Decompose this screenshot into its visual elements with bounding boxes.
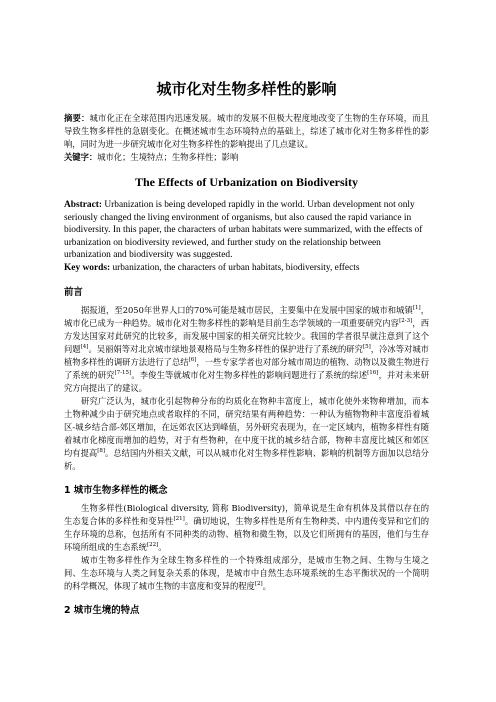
- section-1-paragraph-1: [64, 502, 429, 554]
- keywords-en-label: Key words:: [64, 262, 111, 273]
- text-run: 。李俊生等就城市化对生物多样性的影响问题进行了系统的综述: [131, 369, 368, 380]
- text-run: 生物多样性(Biological diversity, 简称 Biodiversity)，简单说是生命有机体及其借以存在的生态复合体的多样性和变异性: [64, 502, 429, 526]
- keywords-cn-label: 关键字：: [64, 152, 98, 162]
- text-run: ，城市化已成为一种趋势。城市化对生物多样性的影响是目前生态学领域的一项重要研究内容: [64, 304, 429, 328]
- citation: [22]: [146, 541, 159, 548]
- abstract-en-text: Urbanization is being developed rapidly in the world. Urban development not only seriously changed the living environment of organisms, but also caused the rapid variance in biodiversity. In this paper, the characters of urban habitats were summarized, with the effects of urbanization on biodiversity reviewed, and further study on the relationship between urbanization and biodiversity was suggested.: [64, 200, 423, 261]
- text-run: 。: [158, 541, 167, 552]
- text-run: ，西方发达国家对此研究的比较多，而发展中国家的相关研究比较少。我国的学者很早就注意到了这个问题: [64, 317, 429, 354]
- english-title: The Effects of Urbanization on Biodiversity: [135, 175, 358, 189]
- citation: [4]: [80, 343, 89, 350]
- text-run: ，并对未来研究方向提出了的建议。: [64, 369, 429, 393]
- text-run: 。确切地说，生物多样性是所有生物种类、中内遗传变异和它们的生存环境的总称，包括所有不同种类的动物、植物和微生物，以及它们所拥有的基因，他们与生存环境所组成的生态系统: [64, 515, 429, 552]
- abstract-cn-text: 城市化正在全球范围内迅速发展。城市的发展不但极大程度地改变了生物的生存环境，而且导致生物多样性的急剧变化。在概述城市生态环境特点的基础上，综述了城市化对生物多样性的影响，同时为进一步研究城市化对生物多样性的影响提出了几点建议。: [64, 113, 429, 149]
- section-2-heading: 2 城市生境的特点: [64, 604, 140, 616]
- keywords-en: [64, 262, 429, 275]
- citation: [6]: [188, 356, 197, 363]
- citation: [2-3]: [399, 317, 413, 324]
- keywords-cn: [64, 151, 429, 164]
- citation: [7-15]: [114, 369, 132, 376]
- section-1-heading: 1 城市生物多样性的概念: [64, 484, 168, 496]
- citation: [16]: [367, 369, 379, 376]
- citation: [5]: [362, 343, 371, 350]
- text-run: ，一些专家学者也对部分城市周边的植物、动物以及微生物进行了系统的研究: [64, 356, 429, 380]
- citation: [2]: [254, 580, 263, 587]
- citation: [21]: [173, 515, 185, 522]
- abstract-cn: [64, 112, 429, 151]
- citation: [8]: [97, 447, 106, 454]
- preface-paragraph-2: [64, 395, 429, 473]
- text-run: 研究广泛认为，城市化引起物种分布的均质化在物种丰富度上，城市化使外来物种增加，而本土物种减少由于研究地点或者取样的不同，研究结果有两种趋势：一种认为植物物种丰富度沿着城区-城乡结合部-郊区增加，在远郊农区达到峰值，另外研究表现为，在一定区域内，植物多样性有随着城市化梯度而增加的趋势，对于有些物种，在中度干扰的城乡结合部，物种丰富度比城区和郊区均有提高: [64, 395, 429, 458]
- abstract-en-label: Abstract:: [64, 200, 103, 210]
- text-run: 据报道，至2050年世界人口的70%可能是城市居民，主要集中在发展中国家的城市和城镇: [81, 304, 413, 315]
- text-run: 城市生物多样性作为全球生物多样性的一个特殊组成部分，是城市生物之间、生物与生境之间、生态环境与人类之间复杂关系的体现，是城市中自然生态环境系统的生态平衡状况的一个简明的科学概况，体现了城市生物的丰富度和变异的程度: [64, 554, 429, 591]
- preface-heading: 前言: [64, 286, 83, 298]
- text-run: 。吴丽娟等对北京城市绿地景观格局与生物多样性的保护进行了系统的研究: [88, 343, 363, 354]
- preface-paragraph-1: [64, 304, 429, 395]
- abstract-cn-label: 摘要：: [64, 113, 90, 123]
- text-run: 。: [262, 580, 271, 591]
- paper-title: 城市化对生物多样性的影响: [156, 80, 337, 98]
- keywords-cn-text: 城市化；生境特点；生物多样性；影响: [97, 152, 239, 162]
- citation: [1]: [412, 304, 421, 311]
- section-1-paragraph-2: [64, 554, 429, 593]
- keywords-en-text: urbanization, the characters of urban habitats, biodiversity, effects: [110, 262, 360, 273]
- text-run: ，冷冰等对城市植物多样性的调研方法进行了总结: [64, 343, 429, 367]
- abstract-en: [64, 199, 429, 262]
- text-run: 。总结国内外相关文献，可以从城市化对生物多样性影响、影响的机制等方面加以总结分析。: [64, 447, 429, 471]
